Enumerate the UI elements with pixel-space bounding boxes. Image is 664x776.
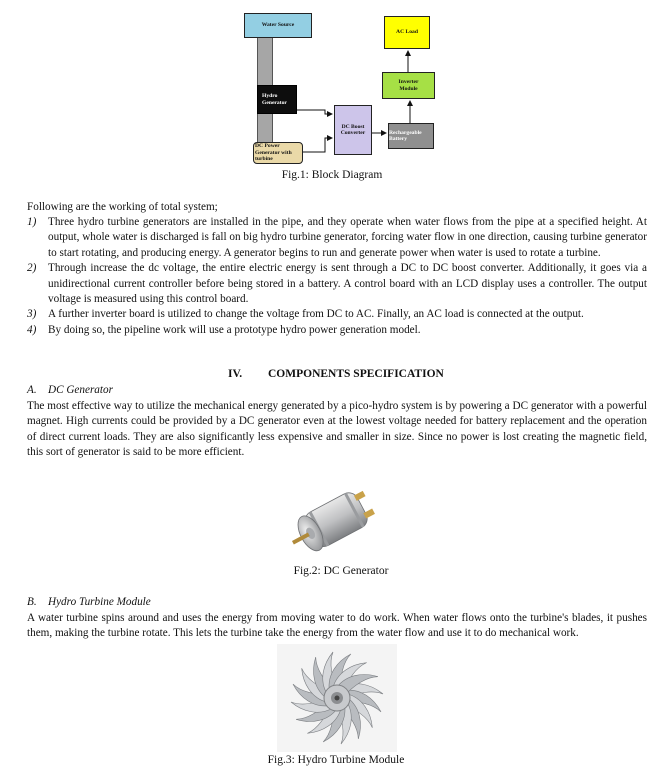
list-number: 3) <box>27 308 37 321</box>
fig3-caption: Fig.3: Hydro Turbine Module <box>267 754 405 766</box>
steps-list <box>27 215 647 338</box>
subsection-b-text: A water turbine spins around and uses the energy from moving water to do work. When water flows onto the turbine's blades, it pushes them, making the turbine rotate. This lets the turbine take the energy from the water flow and use it to do mechanical work. <box>27 612 647 640</box>
section-heading <box>228 368 488 380</box>
subsection-a-text: The most effective way to utilize the mechanical energy generated by a pico-hydro system is by powering a DC generator with a powerful magnet. High currents could be provided by a DC generator even at the lowest voltage needed for battery replacement and the operation of direct current loads. They are also significantly less expensive and smaller in size. Since no power is lost creating the magnetic field, this sort of generator is said to be more efficient. <box>27 400 647 459</box>
section-number: IV. <box>228 368 243 380</box>
list-text: By doing so, the pipeline work will use a prototype hydro power generation model. <box>48 323 421 336</box>
ac-load-label: AC Load <box>396 29 418 36</box>
subsection-b-heading <box>27 596 151 608</box>
arrow-dcgen-to-boost <box>303 138 332 152</box>
hydro-generator-label: Hydro Generator <box>262 93 287 106</box>
block-diagram <box>240 10 440 170</box>
fig1-caption: Fig.1: Block Diagram <box>281 169 383 181</box>
subsection-a-heading <box>27 384 113 396</box>
list-text: Through increase the dc voltage, the entire electric energy is sent through a DC to DC boost converter. Additionally, it goes via a unidirectional current controller before being stored in a battery. A control board with an LCD display uses a controller. The output voltage is measured using this control board. <box>48 262 647 306</box>
list-item <box>27 261 647 307</box>
list-number: 1) <box>27 216 37 228</box>
dc-boost-converter-label: DC Boost Converter <box>340 123 366 136</box>
intro-text: Following are the working of total system; <box>27 201 218 213</box>
fig2-caption: Fig.2: DC Generator <box>293 565 389 577</box>
list-text: Three hydro turbine generators are installed in the pipe, and they operate when water flows from the pipe at a specified height. At output, whole water is discharged is fall on big hydro turbine generator, forcing water flow in one direction, causing turbine generator to start rotating, and producing energy. A generator begins to run and generate power when water is used to rotate a turbine. <box>48 216 647 259</box>
list-number: 4) <box>27 323 37 336</box>
inverter-module-label: Inverter Module <box>398 79 419 92</box>
subsection-b-label: B. <box>27 596 37 608</box>
dc-generator-image <box>286 478 382 566</box>
list-item <box>27 323 647 338</box>
hydro-turbine-image <box>277 644 397 752</box>
list-number: 2) <box>27 262 37 275</box>
subsection-b-title: Hydro Turbine Module <box>48 596 151 608</box>
list-item <box>27 215 647 261</box>
section-title: COMPONENTS SPECIFICATION <box>268 368 444 380</box>
list-item <box>27 307 647 322</box>
rechargeable-battery-label: Rechargeable Battery <box>389 129 422 142</box>
subsection-a-label: A. <box>27 384 37 396</box>
subsection-a-title: DC Generator <box>48 384 113 396</box>
water-source-label: Water Source <box>261 22 295 29</box>
dc-power-generator-label: DC Power Generator with turbine <box>255 143 292 163</box>
diagram-arrows <box>240 10 440 170</box>
arrow-generator-to-boost <box>297 110 332 114</box>
list-text: A further inverter board is utilized to change the voltage from DC to AC. Finally, an AC load is connected at the output. <box>48 308 584 321</box>
